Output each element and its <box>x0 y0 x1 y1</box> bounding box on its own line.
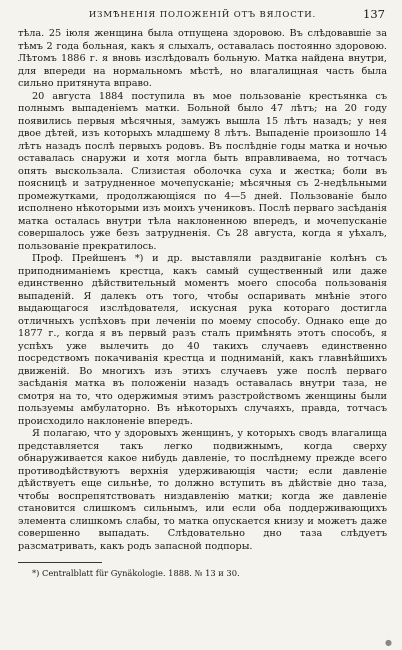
footnote: *) Centralblatt für Gynäkologie. 1888. № 13 и 30. <box>32 568 240 578</box>
running-head <box>18 7 387 23</box>
corner-mark: ● <box>385 638 392 647</box>
paragraph: Проф. Прейшенъ *) и др. выставляли раздвиганіе колѣнъ съ приподниманіемъ крестца, какъ самый существенный или даже единственно дѣйствительный моментъ моего способа пользованія выпаденій. Я далекъ отъ того, чтобы оспаривать мнѣніе этого выдающагося изслѣдователя, искусная рука котораго достигла отличныхъ успѣховъ при леченіи по моему способу. Однако еще до 1877 г., когда я въ первый разъ сталъ примѣнять этотъ способъ, я успѣхъ уже вылечить до 40 такихъ случаевъ единственно посредствомъ покачиванія крестца и подниманій, какъ главнѣйшихъ движеній. Во многихъ изъ этихъ случаевъ уже послѣ перваго засѣданія матка въ положеніи назадъ оставалась внутри таза, не смотря на то, что одержимыя этимъ разстройствомъ женщины были пользуемы амбулаторно. Въ нѣкоторыхъ случаяхъ, правда, тотчасъ происходило наклоненіе впередъ. <box>18 253 387 427</box>
paragraph: 20 августа 1884 поступила въ мое пользованіе крестьянка съ полнымъ выпаденіемъ матки. Больной было 47 лѣтъ; на 20 году появились первыя мѣсячныя, замужъ вышла 15 лѣтъ назадъ; у нея двое дѣтей, изъ которыхъ младшему 8 лѣтъ. Выпаденіе произошло 14 лѣтъ назадъ послѣ первыхъ родовъ. Въ послѣдніе годы матка и ночью оставалась снаружи и хотя могла быть вправливаема, но тотчасъ опять выскользала. Слизистая оболочка суха и жестка; боли въ поясницѣ и затрудненное мочепусканіе; мѣсячныя съ 2-недѣльными промежутками, продолжающіяся по 4—5 дней. Пользованіе было исполнено нѣкоторыми изъ моихъ учениковъ. Послѣ перваго засѣданія матка осталась внутри тѣла наклоненною впередъ, и мочепусканіе совершалось уже безъ затрудненія. Съ 28 августа, когда я уѣхалъ, пользованіе прекратилось. <box>18 90 387 252</box>
footnote-rule <box>18 562 102 563</box>
running-title: ИЗМѢНЕНІЯ ПОЛОЖЕНІЙ ОТЪ ВЯЛОСТИ. <box>88 10 317 20</box>
paragraph: тѣла. 25 іюля женщина была отпущена здоровою. Въ слѣдовавшіе за тѣмъ 2 года больная, какъ я слыхалъ, оставалась постоянно здоровою. Лѣтомъ 1886 г. я вновь изслѣдовалъ больную. Матка найдена внутри, для впереди на нормальномъ мѣстѣ, но влагалищная часть была сильно притянута вправо. <box>18 28 387 89</box>
page-number: 137 <box>363 7 385 21</box>
book-page <box>18 7 387 643</box>
paragraph: Я полагаю, что у здоровыхъ женщинъ, у которыхъ сводъ влагалища представляется такъ легко подвижнымъ, когда сверху обнаруживается какое нибудь давленіе, то послѣднему прежде всего противодѣйствуютъ верхнія удерживающія части; если давленіе дѣйствуетъ еще сильнѣе, то должно вступить въ дѣйствіе дно таза, чтобы воспрепятствовать низдавленію матки; когда же давленіе становится слишкомъ сильнымъ, или если оба поддерживающихъ элемента слишкомъ слабы, то матка опускается книзу и можетъ даже совершенно выпадать. Слѣдовательно дно таза слѣдуетъ разсматривать, какъ родъ запасной подпоры. <box>18 428 387 552</box>
